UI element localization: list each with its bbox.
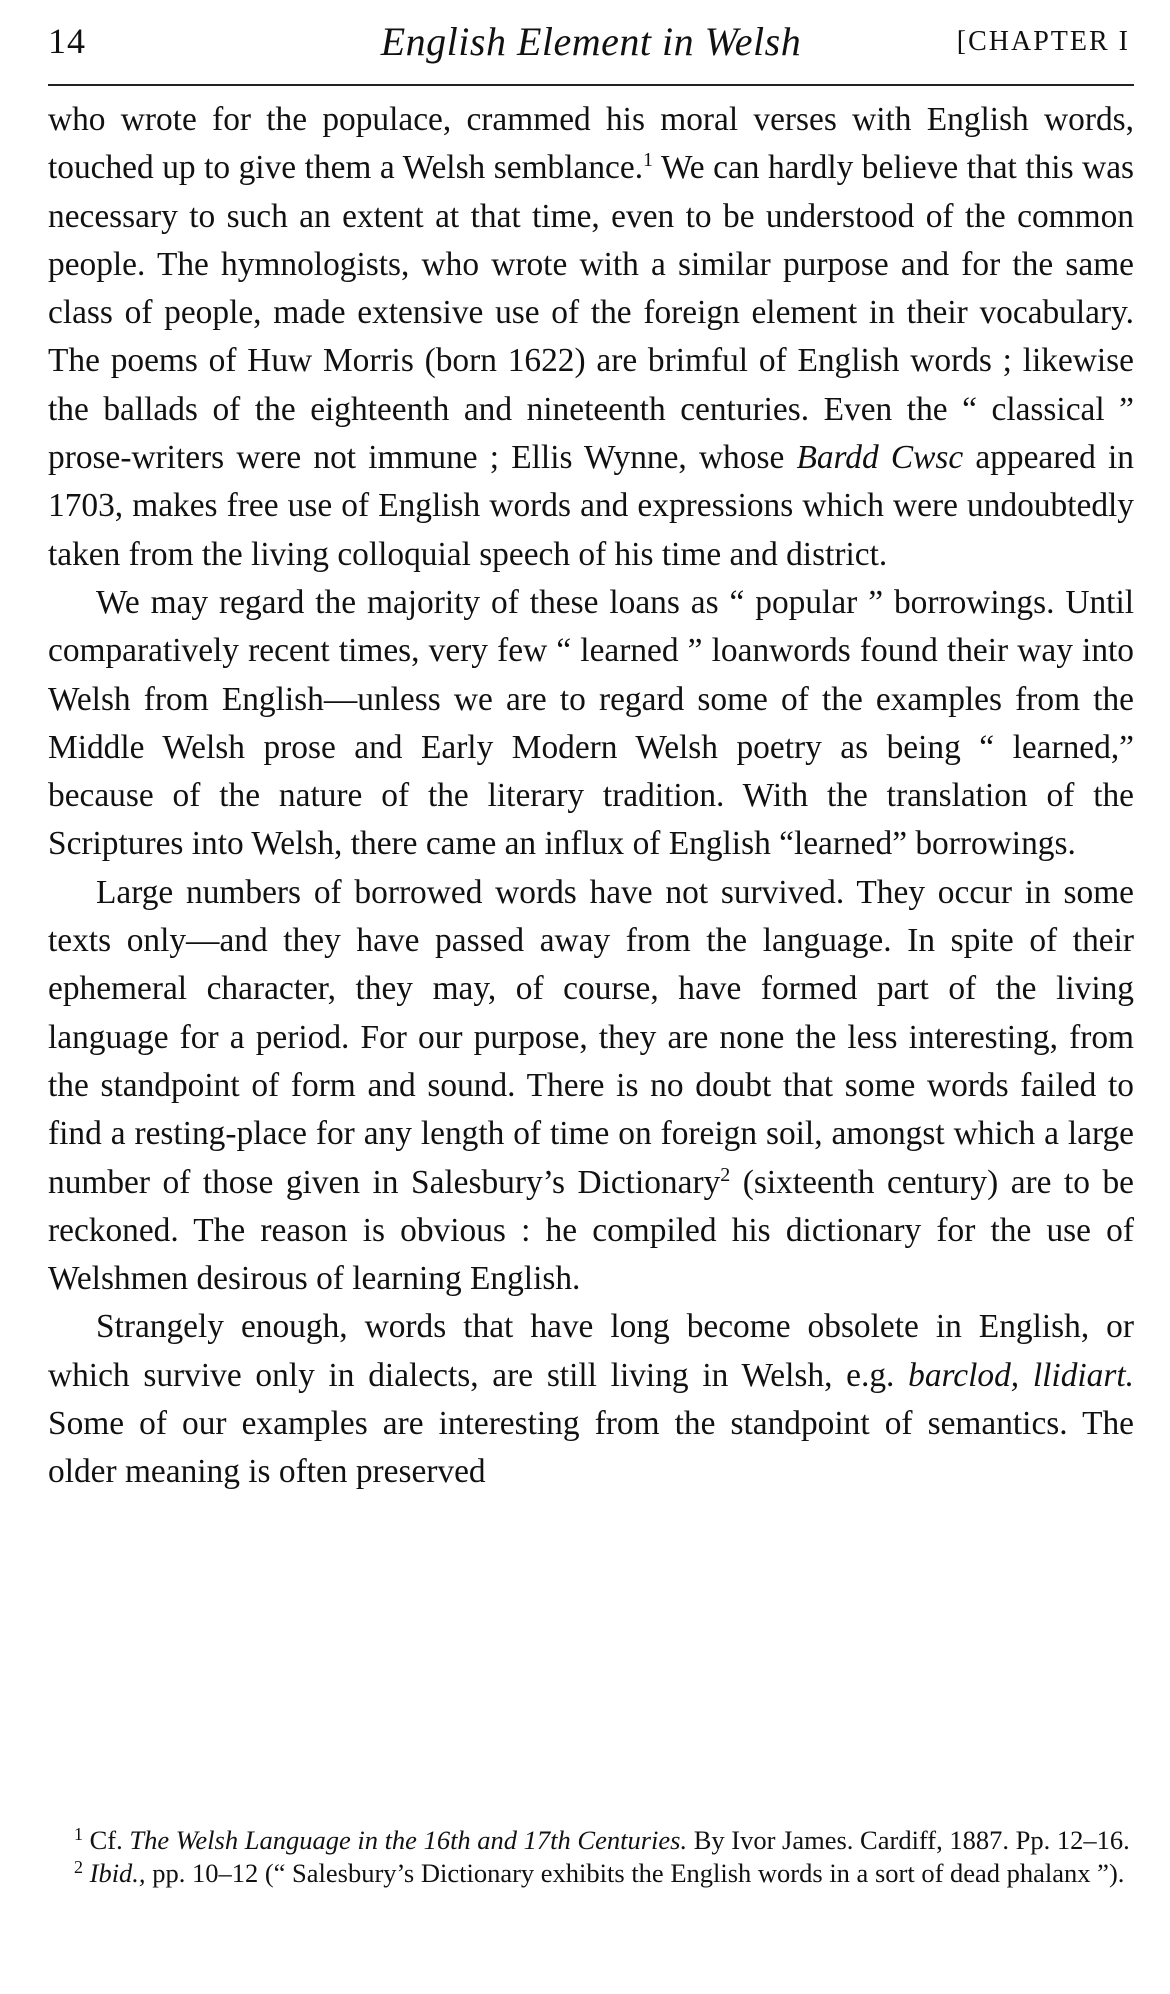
book-page: [48, 0, 1134, 1994]
footnote-ref-1: 1: [643, 149, 654, 172]
footnote-1-post: By Ivor James. Cardiff, 1887. Pp. 12–16.: [687, 1825, 1130, 1855]
paragraph-4-text-a: Strangely enough, words that have long become obsolete in English, or which survive only in dialects, are still living in Welsh, e.g.: [48, 1308, 1134, 1394]
running-head: [48, 18, 1134, 68]
paragraph-3: [48, 869, 1134, 1304]
footnote-1-italic: The Welsh Language in the 16th and 17th Centuries.: [129, 1825, 688, 1855]
paragraph-3-text-a: Large numbers of borrowed words have not survived. They occur in some texts only—and they have passed away from the language. In spite of their ephemeral character, they may, of course, have formed part of the living language for a period. For our purpose, they are none the less interesting, from the standpoint of form and sound. There is no doubt that some words failed to find a resting-place for any length of time on foreign soil, amongst which a large number of those given in Salesbury’s Dictionary: [48, 873, 1134, 1201]
footnote-1-pre: Cf.: [83, 1825, 130, 1855]
paragraph-4: [48, 1303, 1134, 1496]
paragraph-3-text-b: (sixteenth century) are to be reckoned. The reason is obvious : he compiled his dictionary for the use of Welshmen desirous of learning English.: [48, 1163, 1134, 1298]
chapter-reference: [CHAPTER I: [956, 26, 1130, 57]
paragraph-1-text-c: appeared in 1703, makes free use of English words and expressions which were undoubtedly taken from the living colloquial speech of his time and district.: [48, 439, 1134, 573]
paragraph-1-text-b: We can hardly believe that this was necessary to such an extent at that time, even to be understood of the common people. The hymnologists, who wrote with a similar purpose and for the same class of people, made extensive use of the foreign element in their vocabulary. The poems of Huw Morris (born 1622) are brimful of English words ; likewise the ballads of the eighteenth and nineteenth centuries. Even the “ classical ” prose-writers were not immune ; Ellis Wynne, whose: [48, 149, 1135, 477]
paragraph-1-text-a: who wrote for the populace, crammed his moral verses with English words, touched up to give them a Welsh semblance.: [48, 101, 1134, 187]
footnote-2-pre: [83, 1858, 90, 1888]
header-rule: [48, 84, 1134, 86]
paragraph-1: [48, 96, 1134, 579]
page-number: 14: [48, 21, 86, 61]
footnote-2: [48, 1857, 1134, 1890]
footnote-2-italic: Ibid.,: [89, 1858, 146, 1888]
paragraph-4-text-b: Some of our examples are interesting from the standpoint of semantics. The older meaning is often preserved: [48, 1405, 1134, 1491]
running-title: English Element in Welsh: [380, 19, 802, 64]
footnote-1: [48, 1824, 1134, 1857]
footnote-ref-2: 2: [720, 1163, 731, 1186]
paragraph-1-italic-title: Bardd Cwsc: [796, 439, 964, 477]
footnote-2-number: 2: [74, 1857, 83, 1877]
footnotes: [48, 1824, 1134, 1890]
body-text: [48, 96, 1134, 1497]
paragraph-2: We may regard the majority of these loans as “ popular ” borrowings. Until comparatively recent times, very few “ learned ” loanwords found their way into Welsh from English—unless we are to regard some of the examples from the Middle Welsh prose and Early Modern Welsh poetry as being “ learned,” because of the nature of the literary tradition. With the translation of the Scriptures into Welsh, there came an influx of English “learned” borrowings.: [48, 583, 1134, 863]
paragraph-4-italic-words: barclod, llidiart.: [908, 1356, 1134, 1394]
footnote-1-number: 1: [74, 1824, 83, 1844]
footnote-2-post: pp. 10–12 (“ Salesbury’s Dictionary exhibits the English words in a sort of dead phalanx ”).: [145, 1858, 1125, 1888]
